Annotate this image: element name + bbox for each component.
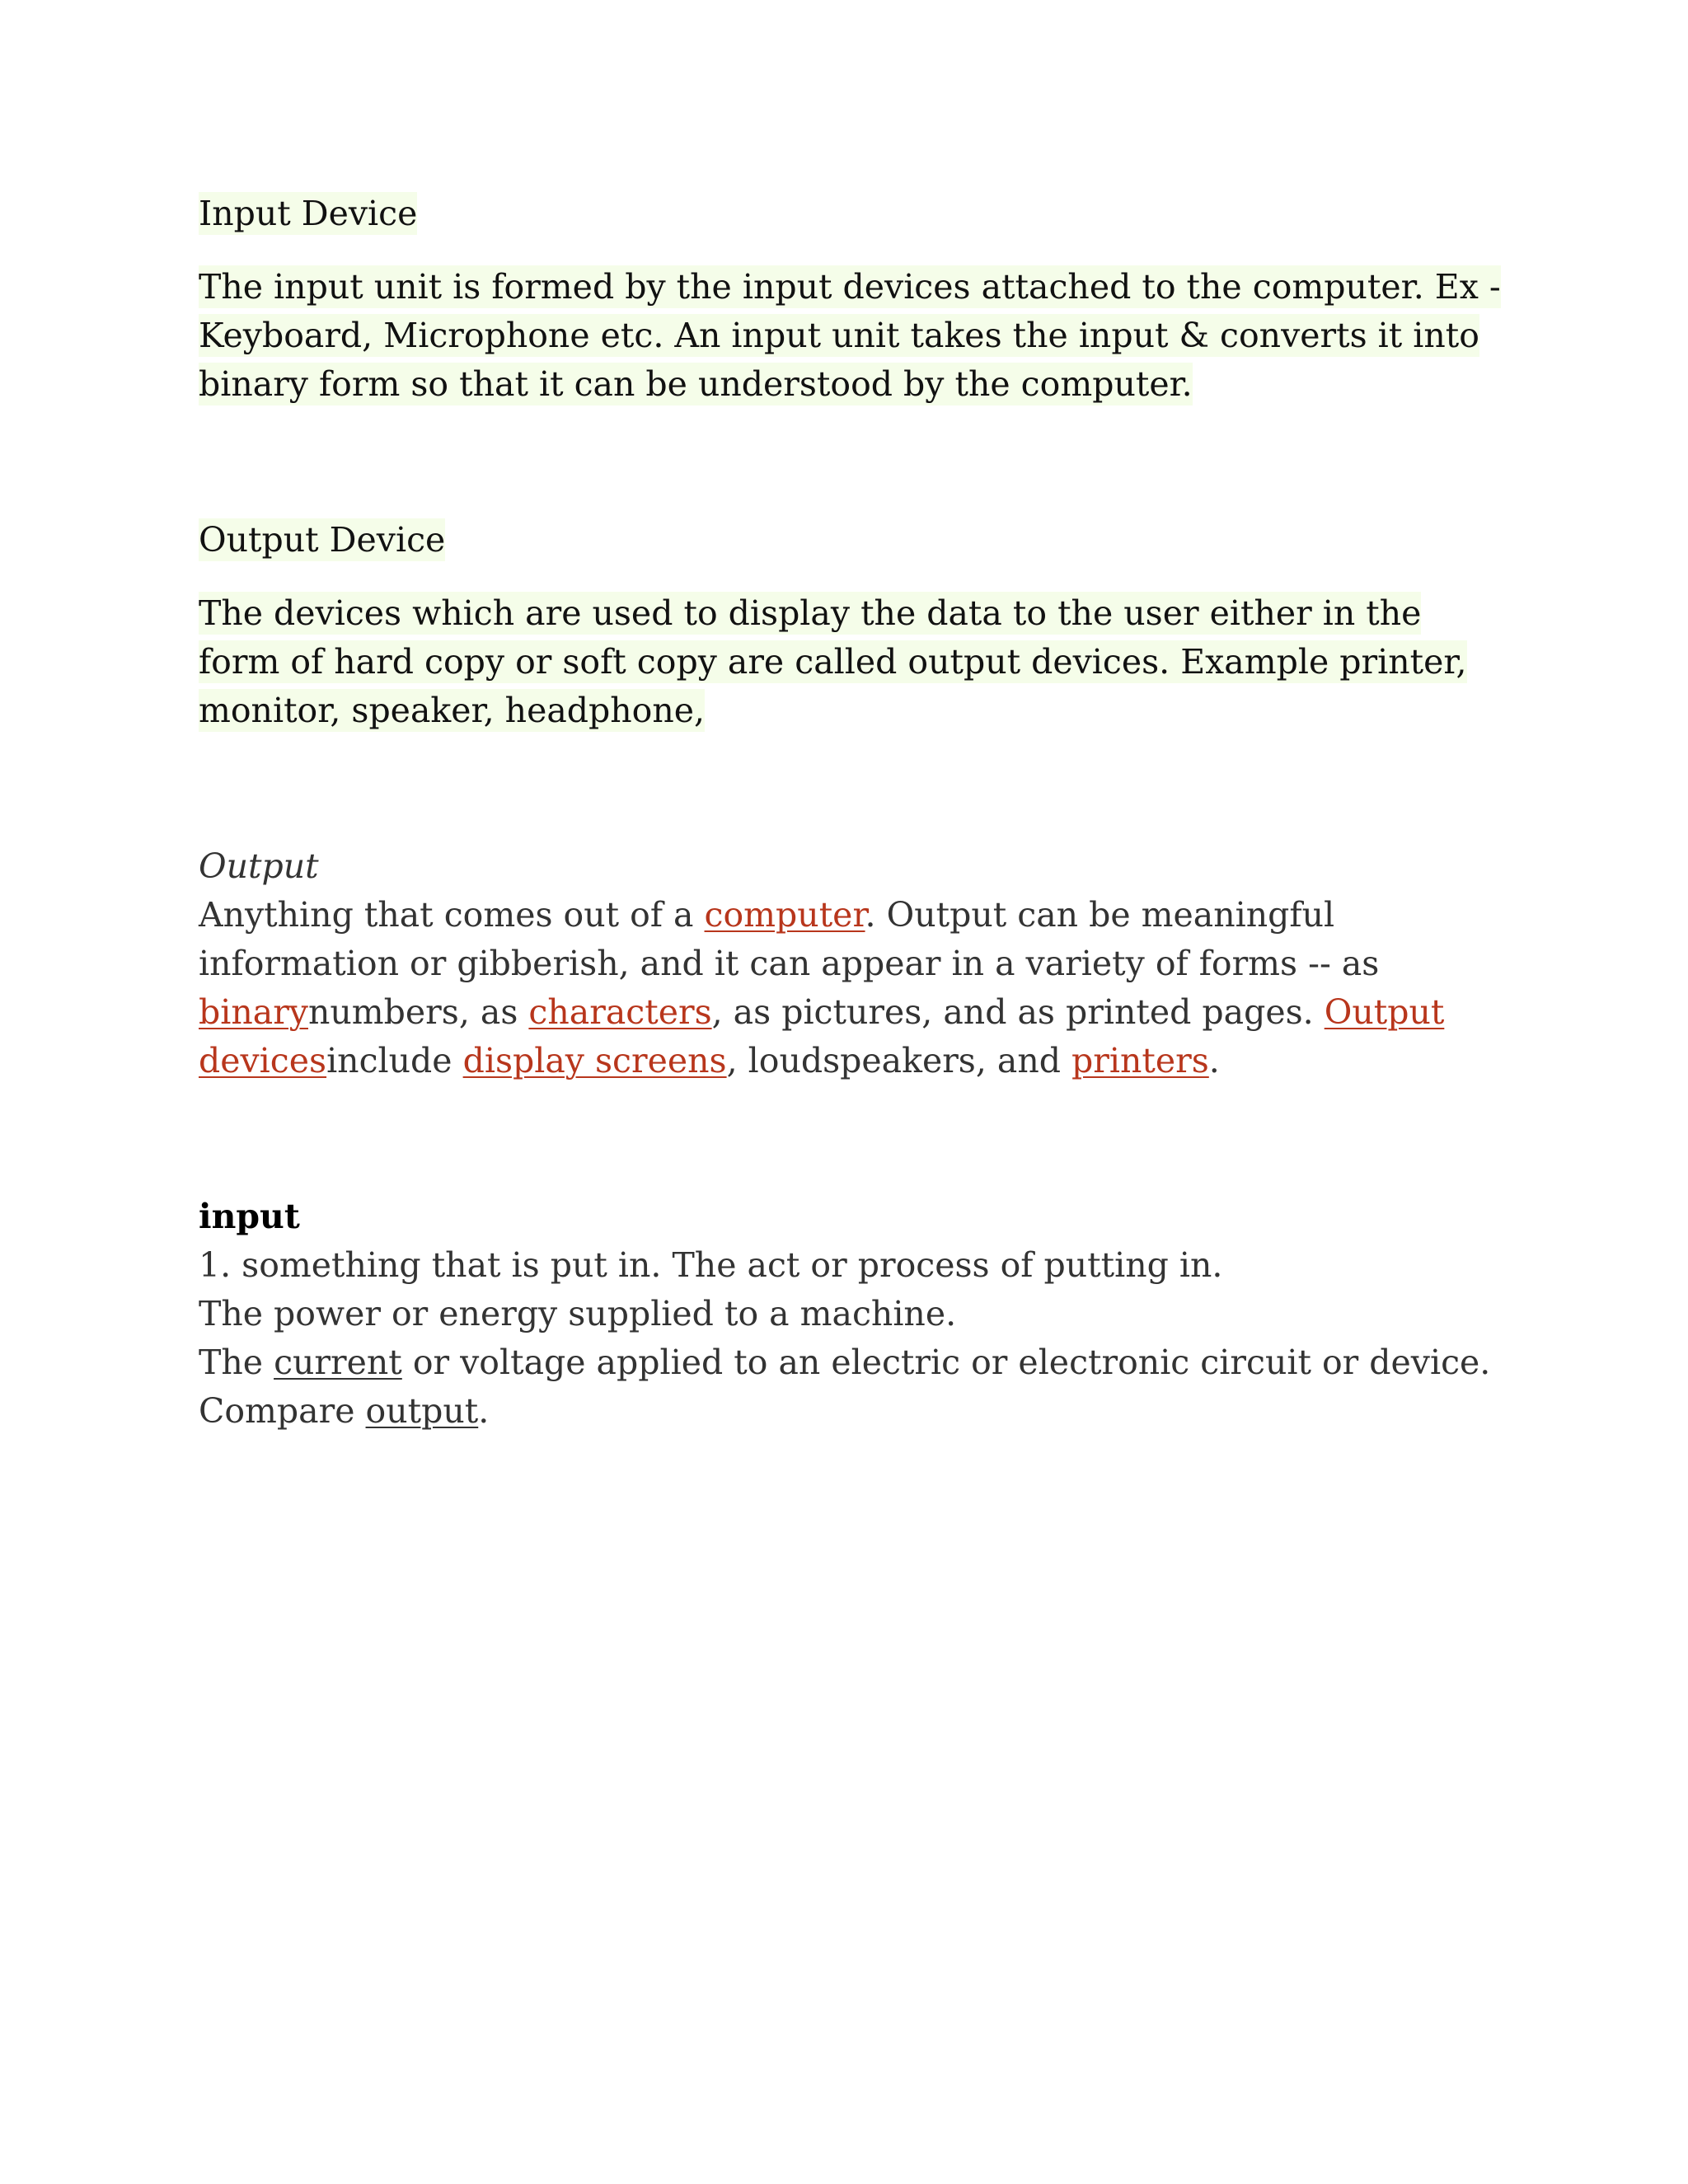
link-printers[interactable]: printers	[1071, 1041, 1209, 1080]
section-input-line3: The current or voltage applied to an electric or electronic circuit or device. Compare output.	[199, 1343, 1491, 1431]
link-binary[interactable]: binary	[199, 992, 308, 1032]
section-input-device-body: The input unit is formed by the input devices attached to the computer. Ex - Keyboard, Microphone etc. An input unit takes the input & converts it into binary form so that it can be understood by the computer.	[199, 267, 1501, 404]
link-output-devices[interactable]: Output devices	[199, 992, 1445, 1080]
section-input-line2: The power or energy supplied to a machine.	[199, 1294, 957, 1333]
section-output-device-body: The devices which are used to display the data to the user either in the form of hard copy or soft copy are called output devices. Example printer, monitor, speaker, headphone,	[199, 593, 1467, 730]
section-input-title: input	[199, 1197, 300, 1236]
link-computer[interactable]: computer	[704, 895, 865, 935]
section-input-line1: 1. something that is put in. The act or process of putting in.	[199, 1245, 1223, 1285]
section-output-device-title: Output Device	[199, 520, 446, 560]
link-characters[interactable]: characters	[528, 992, 712, 1032]
document-page	[199, 190, 1501, 1436]
link-current[interactable]: current	[274, 1343, 402, 1382]
section-input-device-title: Input Device	[199, 194, 418, 233]
link-display-screens[interactable]: display screens	[462, 1041, 727, 1080]
link-output[interactable]: output	[365, 1391, 479, 1431]
section-output-title: Output	[199, 846, 319, 886]
section-output-body: Anything that comes out of a computer. Output can be meaningful information or gibberish, and it can appear in a variety of forms -- as binarynumbers, as characters, as pictures, and as printed pages. Output devicesinclude display screens, loudspeakers, and printers.	[199, 895, 1445, 1080]
